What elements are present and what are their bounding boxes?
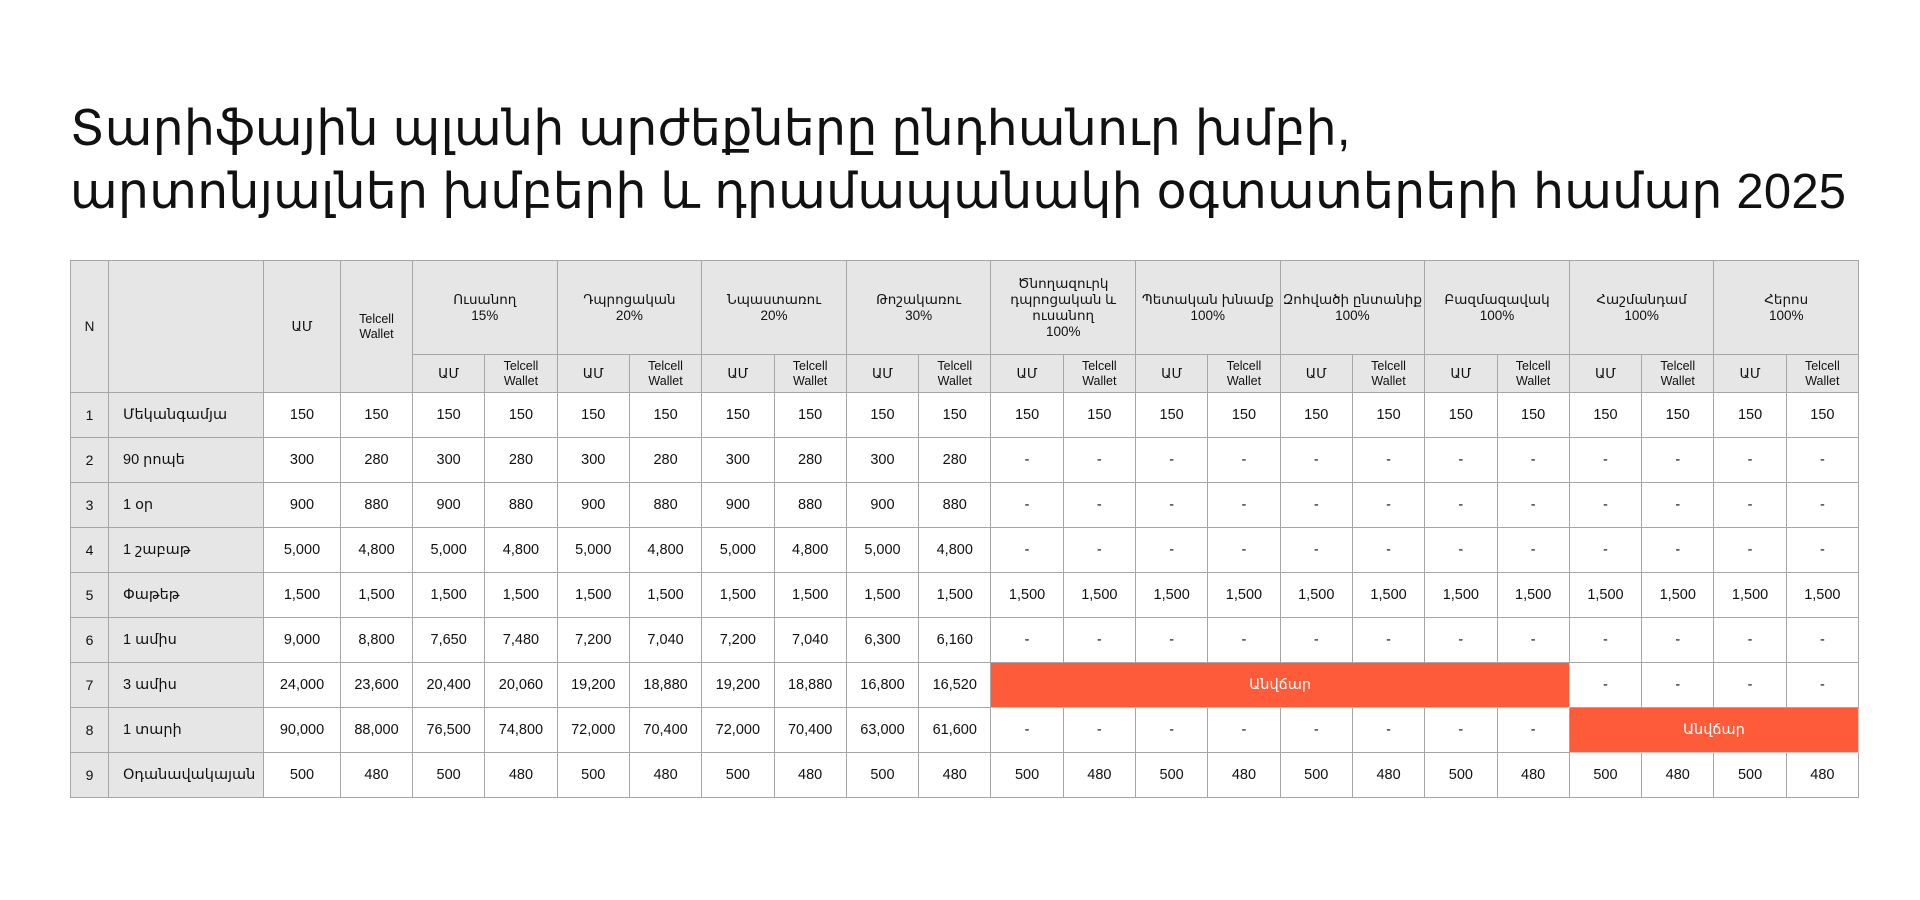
price-cell: 70,400: [629, 708, 701, 753]
price-cell: -: [1497, 708, 1569, 753]
price-cell: 1,500: [1714, 573, 1786, 618]
price-cell: 7,200: [702, 618, 774, 663]
price-cell: 880: [485, 483, 557, 528]
subheader-wallet: Telcell Wallet: [629, 355, 701, 393]
row-label: 1 օր: [109, 483, 264, 528]
price-cell: 4,800: [485, 528, 557, 573]
free-cell: Անվճար: [991, 663, 1569, 708]
price-cell: 20,400: [413, 663, 485, 708]
price-cell: 72,000: [702, 708, 774, 753]
price-cell: -: [991, 708, 1063, 753]
price-cell: -: [1714, 663, 1786, 708]
header-wallet: Telcell Wallet: [341, 261, 413, 393]
row-label: 90 րոպե: [109, 438, 264, 483]
price-cell: 480: [1642, 753, 1714, 798]
price-cell: 1,500: [1642, 573, 1714, 618]
price-cell: 480: [774, 753, 846, 798]
price-cell: 1,500: [1280, 573, 1352, 618]
row-number: 9: [71, 753, 109, 798]
header-group-4: [846, 261, 991, 355]
price-cell: 74,800: [485, 708, 557, 753]
price-cell: 150: [264, 393, 341, 438]
price-cell: -: [1497, 618, 1569, 663]
price-cell: 1,500: [1425, 573, 1497, 618]
price-cell: 300: [702, 438, 774, 483]
row-label: 3 ամիս: [109, 663, 264, 708]
row-label: Օդանավակայան: [109, 753, 264, 798]
price-cell: 1,500: [991, 573, 1063, 618]
price-cell: 150: [1063, 393, 1135, 438]
table-body: [71, 393, 1859, 798]
price-cell: -: [1208, 708, 1280, 753]
row-label: Փաթեթ: [109, 573, 264, 618]
price-cell: 16,800: [846, 663, 918, 708]
price-cell: 150: [413, 393, 485, 438]
price-cell: 150: [1352, 393, 1424, 438]
price-cell: -: [1280, 483, 1352, 528]
group-discount: 20%: [760, 307, 788, 323]
price-cell: -: [1280, 708, 1352, 753]
subheader-wallet: Telcell Wallet: [1208, 355, 1280, 393]
subheader-wallet: Telcell Wallet: [1497, 355, 1569, 393]
price-cell: -: [1063, 618, 1135, 663]
group-discount: 100%: [1190, 307, 1226, 323]
price-cell: 150: [1208, 393, 1280, 438]
price-cell: -: [991, 618, 1063, 663]
price-cell: 1,500: [264, 573, 341, 618]
header-name: [109, 261, 264, 393]
group-name: Զոհվածի ընտանիք: [1282, 291, 1422, 307]
row-number: 5: [71, 573, 109, 618]
price-cell: 150: [991, 393, 1063, 438]
subheader-cash: ԱՄ: [413, 355, 485, 393]
group-discount: 30%: [905, 307, 933, 323]
price-cell: 1,500: [1208, 573, 1280, 618]
price-cell: -: [1786, 663, 1858, 708]
price-cell: 500: [846, 753, 918, 798]
price-cell: 150: [919, 393, 991, 438]
price-cell: 88,000: [341, 708, 413, 753]
price-cell: -: [1425, 528, 1497, 573]
free-cell: Անվճար: [1569, 708, 1858, 753]
price-cell: 6,160: [919, 618, 991, 663]
subheader-wallet: Telcell Wallet: [919, 355, 991, 393]
subheader-cash: ԱՄ: [702, 355, 774, 393]
price-cell: -: [1063, 528, 1135, 573]
header-group-5: [991, 261, 1136, 355]
price-cell: 900: [413, 483, 485, 528]
subheader-cash: ԱՄ: [1280, 355, 1352, 393]
price-cell: -: [1425, 483, 1497, 528]
price-cell: -: [1569, 528, 1641, 573]
price-cell: -: [1642, 618, 1714, 663]
price-cell: 72,000: [557, 708, 629, 753]
price-cell: 900: [557, 483, 629, 528]
price-cell: -: [991, 438, 1063, 483]
subheader-cash: ԱՄ: [1425, 355, 1497, 393]
table-row: [71, 708, 1859, 753]
price-cell: 150: [1714, 393, 1786, 438]
price-cell: 300: [557, 438, 629, 483]
subheader-cash: ԱՄ: [1714, 355, 1786, 393]
subheader-wallet: Telcell Wallet: [485, 355, 557, 393]
price-cell: 150: [846, 393, 918, 438]
price-cell: 23,600: [341, 663, 413, 708]
price-cell: 900: [264, 483, 341, 528]
price-cell: -: [1569, 663, 1641, 708]
price-cell: 500: [264, 753, 341, 798]
price-cell: 480: [485, 753, 557, 798]
price-cell: -: [1642, 528, 1714, 573]
price-cell: -: [1714, 483, 1786, 528]
price-cell: 4,800: [629, 528, 701, 573]
page-title: [70, 98, 1846, 224]
header-group-6: [1136, 261, 1281, 355]
group-name: Հերոս: [1764, 291, 1809, 307]
price-cell: -: [1136, 708, 1208, 753]
header-group-9: [1569, 261, 1714, 355]
price-cell: 280: [341, 438, 413, 483]
table-row: [71, 663, 1859, 708]
header-group-1: [413, 261, 558, 355]
price-cell: 150: [1280, 393, 1352, 438]
price-cell: 1,500: [774, 573, 846, 618]
price-cell: 150: [1425, 393, 1497, 438]
price-cell: 8,800: [341, 618, 413, 663]
price-cell: 1,500: [341, 573, 413, 618]
row-label: Մեկանգամյա: [109, 393, 264, 438]
group-name: Նպաստառու: [726, 291, 822, 307]
price-cell: 7,480: [485, 618, 557, 663]
price-cell: 6,300: [846, 618, 918, 663]
price-cell: -: [1786, 438, 1858, 483]
table-row: [71, 528, 1859, 573]
price-cell: 9,000: [264, 618, 341, 663]
price-cell: -: [1063, 708, 1135, 753]
price-cell: -: [1497, 528, 1569, 573]
row-label: 1 տարի: [109, 708, 264, 753]
table-row: [71, 753, 1859, 798]
price-cell: -: [1208, 528, 1280, 573]
price-cell: 150: [341, 393, 413, 438]
price-cell: -: [1280, 438, 1352, 483]
price-cell: -: [1352, 528, 1424, 573]
price-cell: -: [1352, 708, 1424, 753]
price-cell: 150: [557, 393, 629, 438]
header-n: N: [71, 261, 109, 393]
price-cell: 480: [1352, 753, 1424, 798]
price-cell: 4,800: [774, 528, 846, 573]
price-cell: -: [1208, 438, 1280, 483]
price-cell: -: [1497, 483, 1569, 528]
price-cell: 76,500: [413, 708, 485, 753]
price-cell: -: [1352, 618, 1424, 663]
price-cell: 300: [846, 438, 918, 483]
group-discount: 20%: [615, 307, 643, 323]
price-cell: 1,500: [1786, 573, 1858, 618]
price-cell: 900: [702, 483, 774, 528]
header-row-groups: [71, 261, 1859, 355]
price-cell: 5,000: [557, 528, 629, 573]
row-number: 7: [71, 663, 109, 708]
price-cell: 5,000: [702, 528, 774, 573]
price-cell: 70,400: [774, 708, 846, 753]
table-row: [71, 618, 1859, 663]
price-cell: 900: [846, 483, 918, 528]
price-cell: 150: [774, 393, 846, 438]
price-cell: 150: [1642, 393, 1714, 438]
price-cell: 5,000: [846, 528, 918, 573]
price-cell: 880: [341, 483, 413, 528]
price-cell: 150: [1569, 393, 1641, 438]
price-cell: 1,500: [485, 573, 557, 618]
row-number: 8: [71, 708, 109, 753]
price-cell: -: [1569, 618, 1641, 663]
price-cell: -: [1063, 438, 1135, 483]
table-row: [71, 438, 1859, 483]
price-cell: 500: [1425, 753, 1497, 798]
price-cell: 300: [264, 438, 341, 483]
price-cell: 500: [1714, 753, 1786, 798]
price-cell: 280: [629, 438, 701, 483]
subheader-wallet: Telcell Wallet: [774, 355, 846, 393]
price-cell: -: [991, 528, 1063, 573]
price-cell: 1,500: [702, 573, 774, 618]
price-cell: 18,880: [629, 663, 701, 708]
group-discount: 100%: [1624, 307, 1659, 323]
row-number: 4: [71, 528, 109, 573]
price-cell: 300: [413, 438, 485, 483]
price-cell: 880: [919, 483, 991, 528]
price-cell: -: [1425, 618, 1497, 663]
row-number: 1: [71, 393, 109, 438]
price-cell: -: [991, 483, 1063, 528]
price-cell: 880: [629, 483, 701, 528]
price-cell: -: [1786, 483, 1858, 528]
table-row: [71, 393, 1859, 438]
group-name: Թոշակառու: [876, 291, 962, 307]
title-line-2: արտոնյալներ խմբերի և դրամապանակի օգտատերերի համար 2025: [70, 165, 1847, 219]
subheader-wallet: Telcell Wallet: [1352, 355, 1424, 393]
price-cell: -: [1714, 528, 1786, 573]
price-cell: 150: [1786, 393, 1858, 438]
group-name: Պետական խնամք: [1141, 291, 1274, 307]
group-discount: 100%: [1768, 307, 1804, 323]
price-cell: 500: [702, 753, 774, 798]
title-line-1: Տարիֆային պլանի արժեքները ընդհանուր խմբի,: [70, 102, 1351, 156]
group-name: Հաշմանդամ: [1596, 291, 1687, 307]
price-cell: -: [1642, 438, 1714, 483]
price-cell: 90,000: [264, 708, 341, 753]
price-cell: -: [1352, 438, 1424, 483]
price-cell: 1,500: [919, 573, 991, 618]
price-cell: 16,520: [919, 663, 991, 708]
price-cell: 480: [1786, 753, 1858, 798]
price-cell: 1,500: [1497, 573, 1569, 618]
price-cell: -: [1063, 483, 1135, 528]
header-group-2: [557, 261, 702, 355]
price-cell: -: [1497, 438, 1569, 483]
price-cell: -: [1352, 483, 1424, 528]
price-cell: 5,000: [264, 528, 341, 573]
group-discount: 15%: [471, 307, 499, 323]
price-cell: -: [1136, 528, 1208, 573]
price-cell: 1,500: [846, 573, 918, 618]
subheader-wallet: Telcell Wallet: [1642, 355, 1714, 393]
row-number: 2: [71, 438, 109, 483]
price-cell: 480: [341, 753, 413, 798]
price-cell: 150: [1497, 393, 1569, 438]
header-group-7: [1280, 261, 1425, 355]
group-discount: 100%: [1479, 307, 1515, 323]
group-name: Ուսանող: [453, 291, 517, 307]
header-group-10: [1714, 261, 1859, 355]
price-cell: -: [1136, 483, 1208, 528]
subheader-cash: ԱՄ: [846, 355, 918, 393]
subheader-cash: ԱՄ: [557, 355, 629, 393]
price-cell: -: [1714, 618, 1786, 663]
price-cell: 480: [919, 753, 991, 798]
price-cell: 19,200: [702, 663, 774, 708]
price-cell: 480: [1497, 753, 1569, 798]
row-number: 3: [71, 483, 109, 528]
price-cell: 150: [485, 393, 557, 438]
price-cell: -: [1280, 618, 1352, 663]
price-cell: -: [1786, 528, 1858, 573]
price-cell: 4,800: [341, 528, 413, 573]
price-cell: 63,000: [846, 708, 918, 753]
price-cell: -: [1569, 438, 1641, 483]
subheader-wallet: Telcell Wallet: [1786, 355, 1858, 393]
price-cell: 880: [774, 483, 846, 528]
price-cell: -: [1642, 663, 1714, 708]
group-discount: 100%: [1045, 323, 1081, 339]
price-cell: 1,500: [1136, 573, 1208, 618]
group-name: Բազմազավակ: [1444, 291, 1550, 307]
price-cell: 20,060: [485, 663, 557, 708]
subheader-cash: ԱՄ: [1136, 355, 1208, 393]
price-cell: 280: [774, 438, 846, 483]
price-cell: 7,650: [413, 618, 485, 663]
price-cell: 5,000: [413, 528, 485, 573]
price-cell: -: [1425, 438, 1497, 483]
price-cell: 7,040: [774, 618, 846, 663]
group-name: Դպրոցական: [583, 291, 676, 307]
price-cell: -: [1208, 483, 1280, 528]
price-cell: -: [1569, 483, 1641, 528]
price-cell: 500: [1280, 753, 1352, 798]
price-cell: -: [1136, 438, 1208, 483]
subheader-cash: ԱՄ: [991, 355, 1063, 393]
price-cell: 18,880: [774, 663, 846, 708]
price-cell: -: [1208, 618, 1280, 663]
price-cell: 1,500: [557, 573, 629, 618]
price-cell: -: [1280, 528, 1352, 573]
tariff-table: [70, 260, 1859, 798]
price-cell: -: [1136, 618, 1208, 663]
table-row: [71, 573, 1859, 618]
price-cell: 150: [702, 393, 774, 438]
price-cell: -: [1642, 483, 1714, 528]
price-cell: 500: [1136, 753, 1208, 798]
price-cell: 1,500: [1352, 573, 1424, 618]
header-cash: ԱՄ: [264, 261, 341, 393]
subheader-cash: ԱՄ: [1569, 355, 1641, 393]
price-cell: 480: [629, 753, 701, 798]
price-cell: 480: [1208, 753, 1280, 798]
row-number: 6: [71, 618, 109, 663]
price-cell: 500: [413, 753, 485, 798]
table-row: [71, 483, 1859, 528]
header-group-3: [702, 261, 847, 355]
price-cell: 24,000: [264, 663, 341, 708]
price-cell: 480: [1063, 753, 1135, 798]
price-cell: 1,500: [413, 573, 485, 618]
group-discount: 100%: [1335, 307, 1370, 323]
price-cell: -: [1425, 708, 1497, 753]
price-cell: 280: [919, 438, 991, 483]
price-cell: 4,800: [919, 528, 991, 573]
row-label: 1 ամիս: [109, 618, 264, 663]
row-label: 1 շաբաթ: [109, 528, 264, 573]
price-cell: 280: [485, 438, 557, 483]
price-cell: 150: [1136, 393, 1208, 438]
price-cell: 61,600: [919, 708, 991, 753]
price-cell: 500: [991, 753, 1063, 798]
price-cell: 500: [557, 753, 629, 798]
price-cell: 150: [629, 393, 701, 438]
price-cell: 1,500: [1569, 573, 1641, 618]
subheader-wallet: Telcell Wallet: [1063, 355, 1135, 393]
price-cell: 7,040: [629, 618, 701, 663]
price-cell: -: [1714, 438, 1786, 483]
price-cell: -: [1786, 618, 1858, 663]
price-cell: 1,500: [629, 573, 701, 618]
price-cell: 7,200: [557, 618, 629, 663]
price-cell: 1,500: [1063, 573, 1135, 618]
price-cell: 19,200: [557, 663, 629, 708]
price-cell: 500: [1569, 753, 1641, 798]
header-group-8: [1425, 261, 1570, 355]
group-name: Ծնողազուրկ դպրոցական և ուսանող: [1010, 275, 1117, 323]
